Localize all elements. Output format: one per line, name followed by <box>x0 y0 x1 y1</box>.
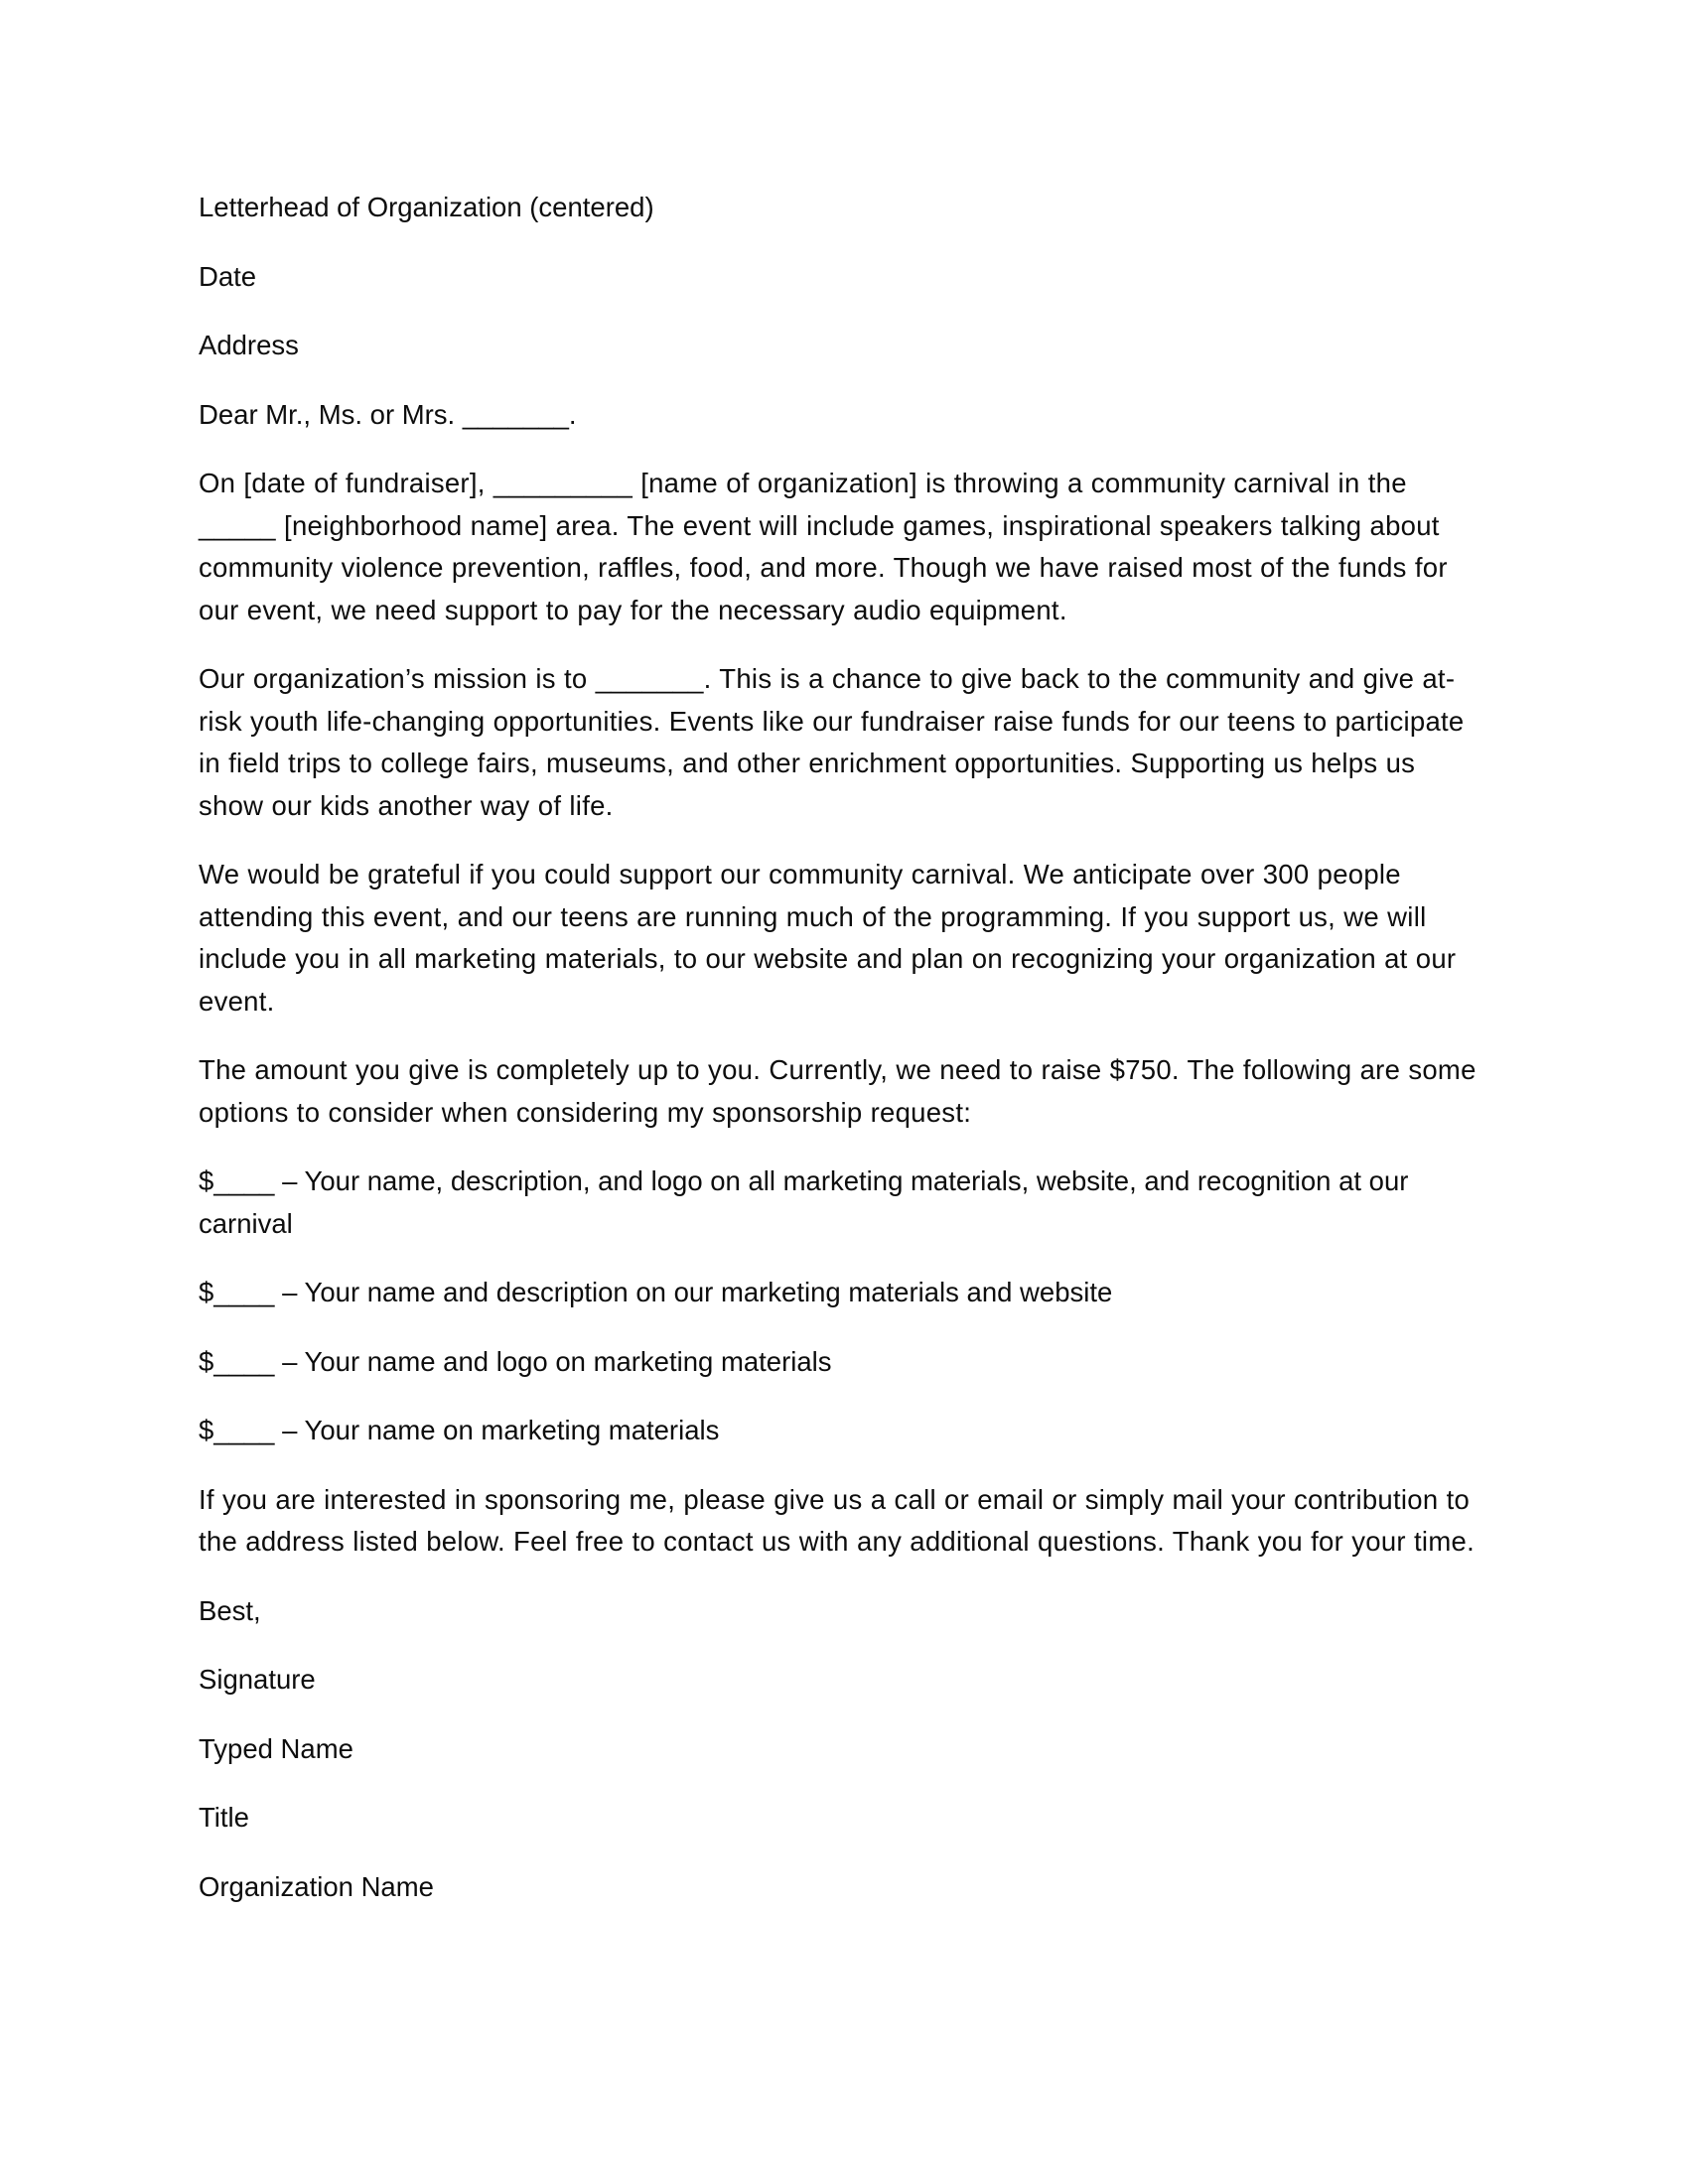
paragraph-event-intro: On [date of fundraiser], _________ [name of organization] is throwing a community carnival in the _____ [neighborhood name] area. The event will include games, inspirational speakers talking about community violence prevention, raffles, food, and more. Though we have raised most of the funds for our event, we need support to pay for the necessary audio equipment. <box>199 468 1448 625</box>
title-line: Title <box>199 1802 249 1833</box>
address-line: Address <box>199 330 299 360</box>
letterhead-line: Letterhead of Organization (centered) <box>199 192 654 222</box>
sponsorship-option-3: $____ – Your name and logo on marketing materials <box>199 1345 832 1377</box>
paragraph-support-request: We would be grateful if you could support our community carnival. We anticipate over 300 people attending this event, and our teens are running much of the programming. If you support us, we will include you in all marketing materials, to our website and plan on recognizing your organization at our event. <box>199 859 1457 1017</box>
sponsorship-option-4: $____ – Your name on marketing materials <box>199 1415 720 1445</box>
organization-name-line: Organization Name <box>199 1870 434 1902</box>
typed-name-line: Typed Name <box>199 1732 353 1764</box>
closing-salutation: Best, <box>199 1594 261 1626</box>
paragraph-closing-instructions: If you are interested in sponsoring me, please give us a call or email or simply mail your contribution to the address listed below. Feel free to contact us with any additional questions. Thank you for your time. <box>199 1483 1475 1557</box>
signature-line: Signature <box>199 1664 316 1695</box>
paragraph-amount: The amount you give is completely up to you. Currently, we need to raise $750. The following are some options to consider when considering my sponsorship request: <box>199 1054 1477 1128</box>
sponsorship-option-2: $____ – Your name and description on our marketing materials and website <box>199 1277 1113 1307</box>
letter-body <box>199 187 1481 1935</box>
sponsorship-option-1: $____ – Your name, description, and logo on all marketing materials, website, and recognition at our carnival <box>199 1165 1409 1239</box>
date-line: Date <box>199 260 257 292</box>
salutation-line: Dear Mr., Ms. or Mrs. _______. <box>199 398 577 430</box>
paragraph-mission: Our organization’s mission is to _______. This is a chance to give back to the community and give at-risk youth life-changing opportunities. Events like our fundraiser raise funds for our teens to participate in field trips to college fairs, museums, and other enrichment opportunities. Supporting us helps us show our kids another way of life. <box>199 663 1465 821</box>
